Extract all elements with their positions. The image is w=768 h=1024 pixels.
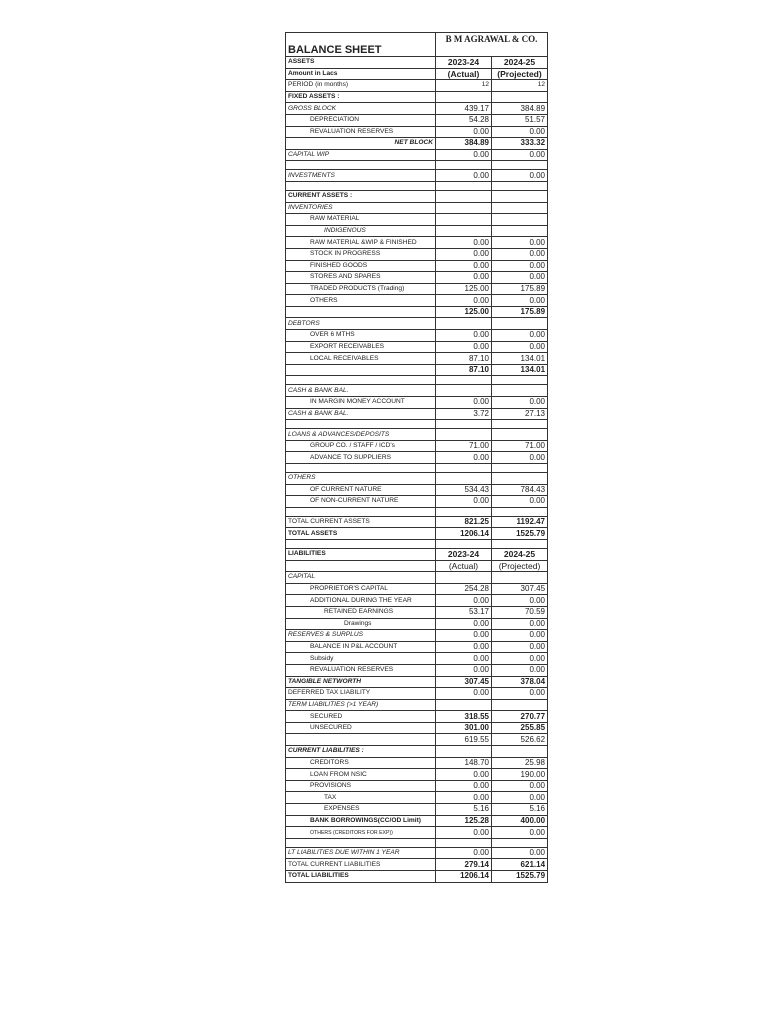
table-row [286,804,548,816]
row-label: EXPENSES [286,804,436,816]
row-label: ADDITIONAL DURING THE YEAR [286,595,436,607]
row-label [286,161,436,170]
value-2023-24 [436,376,492,385]
table-row [286,80,548,92]
table-row [286,516,548,528]
value-2024-25: 0.00 [492,496,548,508]
row-label: LOAN FROM NSIC [286,769,436,781]
row-label: IN MARGIN MONEY ACCOUNT [286,397,436,409]
row-label: OF CURRENT NATURE [286,484,436,496]
table-row [286,757,548,769]
value-2023-24: 0.00 [436,330,492,342]
table-row [286,548,548,560]
row-label: DEFERRED TAX LIABILITY [286,688,436,700]
value-2023-24 [436,161,492,170]
row-label: OTHERS [286,295,436,307]
value-2023-24: 0.00 [436,688,492,700]
row-label: EXPORT RECEIVABLES [286,341,436,353]
value-2024-25: 0.00 [492,295,548,307]
table-row [286,306,548,318]
value-2024-25: 0.00 [492,780,548,792]
value-2023-24: 0.00 [436,397,492,409]
row-label: UNSECURED [286,722,436,734]
value-2023-24: 0.00 [436,595,492,607]
row-label: GROSS BLOCK [286,103,436,115]
row-label: PROVISIONS [286,780,436,792]
table-row [286,838,548,847]
table-row [286,496,548,508]
table-row [286,641,548,653]
value-2024-25: 0.00 [492,397,548,409]
value-2023-24: 0.00 [436,769,492,781]
value-2024-25: 175.89 [492,306,548,318]
value-2023-24: 0.00 [436,664,492,676]
table-row [286,734,548,746]
row-label [286,539,436,548]
value-2023-24: 0.00 [436,248,492,260]
value-2023-24 [436,429,492,441]
table-row [286,353,548,365]
value-2024-25 [492,214,548,226]
table-row [286,664,548,676]
table-row [286,57,548,69]
row-label: LT LIABILITIES DUE WITHIN 1 YEAR [286,847,436,859]
table-row [286,827,548,839]
value-2024-25: 51.57 [492,114,548,126]
value-2024-25: 0.00 [492,341,548,353]
table-row [286,815,548,827]
table-row [286,473,548,485]
table-row [286,114,548,126]
value-2024-25: 0.00 [492,330,548,342]
value-2023-24 [436,539,492,548]
table-row [286,583,548,595]
row-label: TOTAL CURRENT LIABILITIES [286,859,436,871]
value-2024-25: 134.01 [492,353,548,365]
value-2024-25 [492,507,548,516]
value-2023-24 [436,473,492,485]
value-2024-25 [492,225,548,237]
row-label: TOTAL LIABILITIES [286,871,436,883]
value-2024-25 [492,429,548,441]
value-2023-24: 0.00 [436,847,492,859]
value-2024-25: 0.00 [492,170,548,182]
row-label: CASH & BANK BAL. [286,408,436,420]
value-2023-24: 307.45 [436,676,492,688]
row-label: OTHERS [286,473,436,485]
value-2023-24: 384.89 [436,138,492,150]
table-row [286,68,548,80]
value-2024-25: 2024-25 [492,57,548,69]
table-row [286,295,548,307]
row-label: TAX [286,792,436,804]
value-2024-25: 0.00 [492,688,548,700]
table-row [286,283,548,295]
value-2023-24: 53.17 [436,606,492,618]
table-row [286,769,548,781]
row-label: RETAINED EARNINGS [286,606,436,618]
table-row [286,330,548,342]
value-2024-25: 0.00 [492,847,548,859]
value-2024-25: 1525.79 [492,528,548,540]
value-2023-24: 301.00 [436,722,492,734]
table-row [286,385,548,397]
row-label: CASH & BANK BAL. [286,385,436,397]
value-2023-24: 1206.14 [436,528,492,540]
title-row [286,33,548,57]
table-row [286,792,548,804]
value-2023-24: 125.00 [436,283,492,295]
value-2024-25: 175.89 [492,283,548,295]
table-row [286,859,548,871]
row-label: Amount in Lacs [286,68,436,80]
table-row [286,126,548,138]
value-2024-25: 270.77 [492,711,548,723]
value-2023-24: 0.00 [436,618,492,630]
value-2024-25 [492,572,548,584]
value-2024-25: 526.62 [492,734,548,746]
table-row [286,225,548,237]
value-2023-24 [436,385,492,397]
value-2024-25: 0.00 [492,248,548,260]
value-2024-25: 378.04 [492,676,548,688]
table-row [286,318,548,330]
value-2024-25: 255.85 [492,722,548,734]
value-2023-24 [436,318,492,330]
value-2023-24: 0.00 [436,827,492,839]
value-2024-25: 1192.47 [492,516,548,528]
value-2023-24: 254.28 [436,583,492,595]
value-2024-25: (Projected) [492,560,548,572]
table-row [286,653,548,665]
value-2024-25: 25.98 [492,757,548,769]
value-2023-24: 2023-24 [436,548,492,560]
value-2024-25: 70.59 [492,606,548,618]
table-row [286,711,548,723]
row-label [286,507,436,516]
value-2023-24: 0.00 [436,149,492,161]
row-label [286,560,436,572]
table-row [286,722,548,734]
value-2024-25 [492,385,548,397]
value-2024-25: 1525.79 [492,871,548,883]
row-label: CAPITAL WIP [286,149,436,161]
table-row [286,202,548,214]
value-2024-25: 12 [492,80,548,92]
row-label: LOCAL RECEIVABLES [286,353,436,365]
row-label: NET BLOCK [286,138,436,150]
row-label: INVESTMENTS [286,170,436,182]
value-2024-25 [492,91,548,103]
value-2023-24: 125.28 [436,815,492,827]
value-2024-25 [492,181,548,190]
value-2023-24: 0.00 [436,496,492,508]
value-2023-24: 0.00 [436,126,492,138]
table-row [286,138,548,150]
value-2023-24: 279.14 [436,859,492,871]
row-label: LOANS & ADVANCES/DEPOSITS [286,429,436,441]
row-label: TRADED PRODUCTS (Trading) [286,283,436,295]
value-2024-25: 0.00 [492,126,548,138]
row-label: Subsidy [286,653,436,665]
row-label [286,376,436,385]
row-label: BANK BORROWINGS(CC/OD Limit) [286,815,436,827]
value-2024-25 [492,464,548,473]
value-2024-25: 0.00 [492,618,548,630]
table-row [286,630,548,642]
value-2023-24: 0.00 [436,170,492,182]
sheet-title: BALANCE SHEET [286,33,436,57]
value-2024-25: 0.00 [492,630,548,642]
table-row [286,560,548,572]
row-label: REVALUATION RESERVES [286,664,436,676]
table-row [286,91,548,103]
row-label: BALANCE IN P&L ACCOUNT [286,641,436,653]
row-label: TANGIBLE NETWORTH [286,676,436,688]
balance-sheet-table [285,32,548,883]
value-2023-24 [436,190,492,202]
table-row [286,484,548,496]
row-label: PERIOD (in months) [286,80,436,92]
table-row [286,260,548,272]
value-2023-24: 318.55 [436,711,492,723]
value-2023-24: 87.10 [436,364,492,376]
balance-sheet [285,32,547,883]
table-row [286,528,548,540]
value-2023-24 [436,507,492,516]
value-2023-24 [436,838,492,847]
value-2023-24: 12 [436,80,492,92]
value-2024-25: 0.00 [492,595,548,607]
value-2023-24: 0.00 [436,452,492,464]
table-row [286,676,548,688]
value-2023-24 [436,746,492,758]
row-label: GROUP CO. / STAFF / ICD's [286,440,436,452]
value-2024-25 [492,318,548,330]
value-2023-24: 0.00 [436,630,492,642]
value-2023-24 [436,91,492,103]
value-2024-25: 621.14 [492,859,548,871]
table-row [286,341,548,353]
value-2024-25: 400.00 [492,815,548,827]
table-row [286,272,548,284]
value-2023-24: 534.43 [436,484,492,496]
value-2024-25: 307.45 [492,583,548,595]
company-name: B M AGRAWAL & CO. [436,33,548,57]
row-label: RAW MATERIAL &WIP & FINISHED [286,237,436,249]
table-row [286,464,548,473]
row-label [286,306,436,318]
row-label: OVER 6 MTHS [286,330,436,342]
row-label: SECURED [286,711,436,723]
value-2024-25 [492,420,548,429]
value-2024-25: 71.00 [492,440,548,452]
row-label: DEPRECIATION [286,114,436,126]
value-2023-24: 2023-24 [436,57,492,69]
table-row [286,699,548,711]
value-2023-24 [436,420,492,429]
row-label: RAW MATERIAL [286,214,436,226]
table-row [286,507,548,516]
row-label: RESERVES & SURPLUS [286,630,436,642]
value-2023-24: 5.16 [436,804,492,816]
table-row [286,780,548,792]
value-2023-24: 0.00 [436,792,492,804]
value-2024-25 [492,699,548,711]
row-label: LIABILITIES [286,548,436,560]
table-row [286,618,548,630]
value-2024-25 [492,190,548,202]
value-2023-24 [436,225,492,237]
value-2024-25: 0.00 [492,664,548,676]
row-label: ADVANCE TO SUPPLIERS [286,452,436,464]
table-row [286,237,548,249]
value-2023-24: 0.00 [436,260,492,272]
value-2023-24: 125.00 [436,306,492,318]
row-label: TOTAL ASSETS [286,528,436,540]
value-2023-24: 148.70 [436,757,492,769]
value-2023-24: 0.00 [436,295,492,307]
value-2024-25: 0.00 [492,653,548,665]
row-label [286,364,436,376]
row-label: TERM LIABILITIES (>1 YEAR) [286,699,436,711]
table-row [286,452,548,464]
value-2023-24: 619.55 [436,734,492,746]
table-row [286,161,548,170]
value-2023-24: 0.00 [436,237,492,249]
value-2023-24: 0.00 [436,341,492,353]
row-label: STOCK IN PROGRESS [286,248,436,260]
table-row [286,376,548,385]
value-2023-24 [436,464,492,473]
table-row [286,746,548,758]
value-2023-24: 54.28 [436,114,492,126]
value-2023-24 [436,181,492,190]
value-2024-25: 0.00 [492,452,548,464]
row-label: TOTAL CURRENT ASSETS [286,516,436,528]
value-2024-25 [492,539,548,548]
value-2023-24: 0.00 [436,653,492,665]
value-2023-24: (Actual) [436,560,492,572]
value-2024-25: 0.00 [492,641,548,653]
table-row [286,847,548,859]
value-2023-24: 87.10 [436,353,492,365]
table-row [286,572,548,584]
value-2023-24 [436,572,492,584]
value-2024-25: 27.13 [492,408,548,420]
value-2024-25: 0.00 [492,827,548,839]
row-label [286,181,436,190]
table-row [286,688,548,700]
table-row [286,606,548,618]
row-label: OTHERS (CREDITORS FOR EXP)) [286,827,436,839]
value-2024-25: 0.00 [492,237,548,249]
row-label [286,420,436,429]
table-row [286,181,548,190]
table-row [286,248,548,260]
value-2023-24 [436,214,492,226]
value-2024-25: 0.00 [492,272,548,284]
row-label: INDIGENOUS [286,225,436,237]
table-row [286,429,548,441]
row-label [286,464,436,473]
value-2024-25: 333.32 [492,138,548,150]
value-2024-25: 0.00 [492,260,548,272]
row-label [286,838,436,847]
value-2024-25: 0.00 [492,792,548,804]
value-2024-25: 0.00 [492,149,548,161]
row-label: STORES AND SPARES [286,272,436,284]
value-2023-24: 71.00 [436,440,492,452]
table-row [286,214,548,226]
row-label: CURRENT LIABILITIES : [286,746,436,758]
value-2023-24 [436,699,492,711]
value-2024-25: 384.89 [492,103,548,115]
value-2024-25: 2024-25 [492,548,548,560]
table-row [286,440,548,452]
value-2023-24 [436,202,492,214]
row-label: OF NON-CURRENT NATURE [286,496,436,508]
row-label: FINISHED GOODS [286,260,436,272]
value-2024-25 [492,202,548,214]
row-label: CAPITAL [286,572,436,584]
table-row [286,190,548,202]
table-row [286,408,548,420]
value-2024-25 [492,376,548,385]
row-label: ASSETS [286,57,436,69]
row-label: REVALUATION RESERVES [286,126,436,138]
value-2024-25: 784.43 [492,484,548,496]
value-2024-25 [492,838,548,847]
row-label: FIXED ASSETS : [286,91,436,103]
value-2023-24: 821.25 [436,516,492,528]
value-2024-25: (Projected) [492,68,548,80]
table-body [286,33,548,883]
value-2024-25: 5.16 [492,804,548,816]
value-2024-25 [492,746,548,758]
table-row [286,397,548,409]
row-label: PROPRIETOR'S CAPITAL [286,583,436,595]
table-row [286,595,548,607]
row-label [286,734,436,746]
table-row [286,170,548,182]
table-row [286,103,548,115]
value-2023-24: (Actual) [436,68,492,80]
row-label: CURRENT ASSETS : [286,190,436,202]
value-2023-24: 0.00 [436,272,492,284]
value-2024-25: 134.01 [492,364,548,376]
table-row [286,539,548,548]
value-2024-25: 190.00 [492,769,548,781]
value-2023-24: 1206.14 [436,871,492,883]
value-2023-24: 439.17 [436,103,492,115]
row-label: Drawings [286,618,436,630]
value-2024-25 [492,161,548,170]
value-2024-25 [492,473,548,485]
table-row [286,420,548,429]
table-row [286,149,548,161]
value-2023-24: 0.00 [436,641,492,653]
row-label: DEBTORS [286,318,436,330]
value-2023-24: 3.72 [436,408,492,420]
row-label: CREDITORS [286,757,436,769]
value-2023-24: 0.00 [436,780,492,792]
table-row [286,871,548,883]
table-row [286,364,548,376]
row-label: INVENTORIES [286,202,436,214]
